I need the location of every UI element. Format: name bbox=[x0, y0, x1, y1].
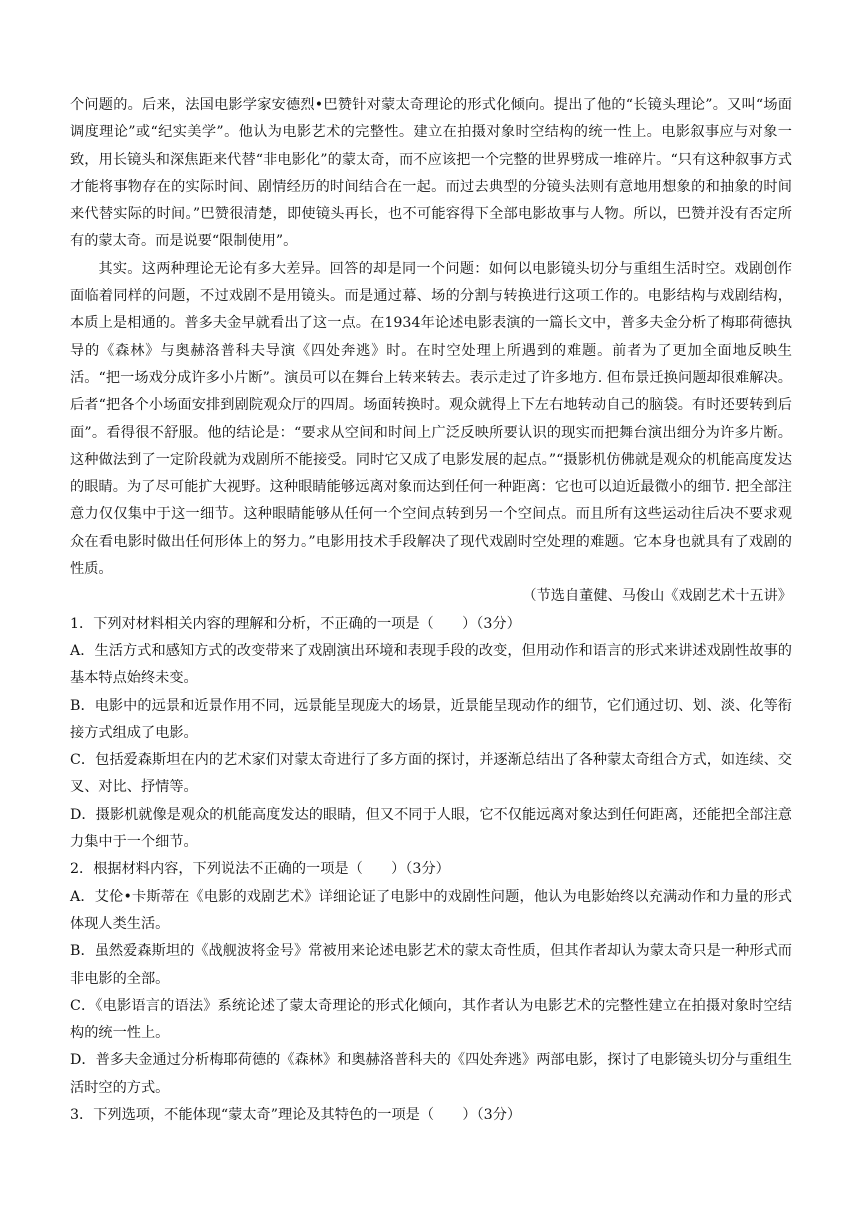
question-1-option-b: B．电影中的远景和近景作用不同，远景能呈现庞大的场景，近景能呈现动作的细节，它们通过切、划、淡、化等衔接方式组成了电影。 bbox=[70, 697, 792, 741]
question-2-option-a: A．艾伦•卡斯蒂在《电影的戏剧艺术》详细论证了电影中的戏剧性问题，他认为电影始终以充满动作和力量的形式体现人类生活。 bbox=[70, 888, 792, 932]
question-3-stem: 3．下列选项，不能体现“蒙太奇”理论及其特色的一项是（ ）（3分） bbox=[70, 1106, 522, 1123]
question-1-option-c: C．包括爱森斯坦在内的艺术家们对蒙太奇进行了多方面的探讨，并逐渐总结出了各种蒙太奇组合方式，如连续、交叉、对比、抒情等。 bbox=[70, 752, 792, 796]
passage-source: （节选自董健、马俊山《戏剧艺术十五讲》 bbox=[522, 588, 792, 605]
question-2 bbox=[70, 856, 792, 1102]
question-1 bbox=[70, 611, 792, 857]
question-2-option-c: C．《电影语言的语法》系统论述了蒙太奇理论的形式化倾向，其作者认为电影艺术的完整性建立在拍摄对象时空结构的统一性上。 bbox=[70, 997, 792, 1042]
question-2-stem: 2．根据材料内容，下列说法不正确的一项是（ ）（3分） bbox=[70, 861, 450, 878]
question-2-option-b: B．虽然爱森斯坦的《战舰波将金号》常被用来论述电影艺术的蒙太奇性质，但其作者却认为蒙太奇只是一种形式而非电影的全部。 bbox=[70, 943, 792, 987]
question-1-stem: 1．下列对材料相关内容的理解和分析，不正确的一项是（ ）（3分） bbox=[70, 615, 521, 632]
question-1-option-d: D．摄影机就像是观众的机能高度发达的眼睛，但又不同于人眼，它不仅能远离对象达到任何距离，还能把全部注意力集中于一个细节。 bbox=[70, 806, 792, 851]
question-1-option-a: A．生活方式和感知方式的改变带来了戏剧演出环境和表现手段的改变，但用动作和语言的形式来讲述戏剧性故事的基本特点始终未变。 bbox=[70, 642, 792, 687]
passage-paragraph-2: 其实。这两种理论无论有多大差异。回答的却是同一个问题：如何以电影镜头切分与重组生活时空。戏剧创作面临着同样的问题，不过戏剧不是用镜头。而是通过幕、场的分割与转换进行这项工作的。电影结构与戏剧结构，本质上是相通的。普多夫金早就看出了这一点。在1934年论述电影表演的一篇长文中，普多夫金分析了梅耶荷德执导的《森林》与奥赫洛普科夫导演《四处奔逃》时。在时空处理上所遇到的难题。前者为了更加全面地反映生活。“把一场戏分成许多小片断”。演员可以在舞台上转来转去。表示走过了许多地方. 但布景迁换问题却很难解决。后者“把各个小场面安排到剧院观众厅的四周。场面转换时。观众就得上下左右地转动自己的脑袋。有时还要转到后面”。看得很不舒服。他的结论是：“要求从空间和时间上广泛反映所要认识的现实而把舞台演出细分为许多片断。这种做法到了一定阶段就为戏剧所不能接受。同时它又成了电影发展的起点。”“摄影机仿佛就是观众的机能高度发达的眼睛。为了尽可能扩大视野。这种眼睛能够远离对象而达到任何一种距离：它也可以迫近最微小的细节. 把全部注意力仅仅集中于这一细节。这种眼睛能够从任何一个空间点转到另一个空间点。而且所有这些运动往后决不要求观众在看电影时做出任何形体上的努力。”电影用技术手段解决了现代戏剧时空处理的难题。它本身也就具有了戏剧的性质。 bbox=[70, 260, 792, 578]
question-3 bbox=[70, 1102, 792, 1129]
question-2-option-d: D．普多夫金通过分析梅耶荷德的《森林》和奥赫洛普科夫的《四处奔逃》两部电影，探讨了电影镜头切分与重组生活时空的方式。 bbox=[70, 1052, 792, 1096]
passage-paragraph-1: 个问题的。后来，法国电影学家安德烈•巴赞针对蒙太奇理论的形式化倾向。提出了他的“长镜头理论”。又叫“场面调度理论”或“纪实美学”。他认为电影艺术的完整性。建立在拍摄对象时空结构的统一性上。电影叙事应与对象一致，用长镜头和深焦距来代替“非电影化”的蒙太奇，而不应该把一个完整的世界劈成一堆碎片。“只有这种叙事方式才能将事物存在的实际时间、剧情经历的时间结合在一起。而过去典型的分镜头法则有意地用想象的和抽象的时间来代替实际的时间。”巴赞很清楚，即使镜头再长，也不可能容得下全部电影故事与人物。所以，巴赞并没有否定所有的蒙太奇。而是说要“限制使用”。 bbox=[70, 97, 792, 250]
